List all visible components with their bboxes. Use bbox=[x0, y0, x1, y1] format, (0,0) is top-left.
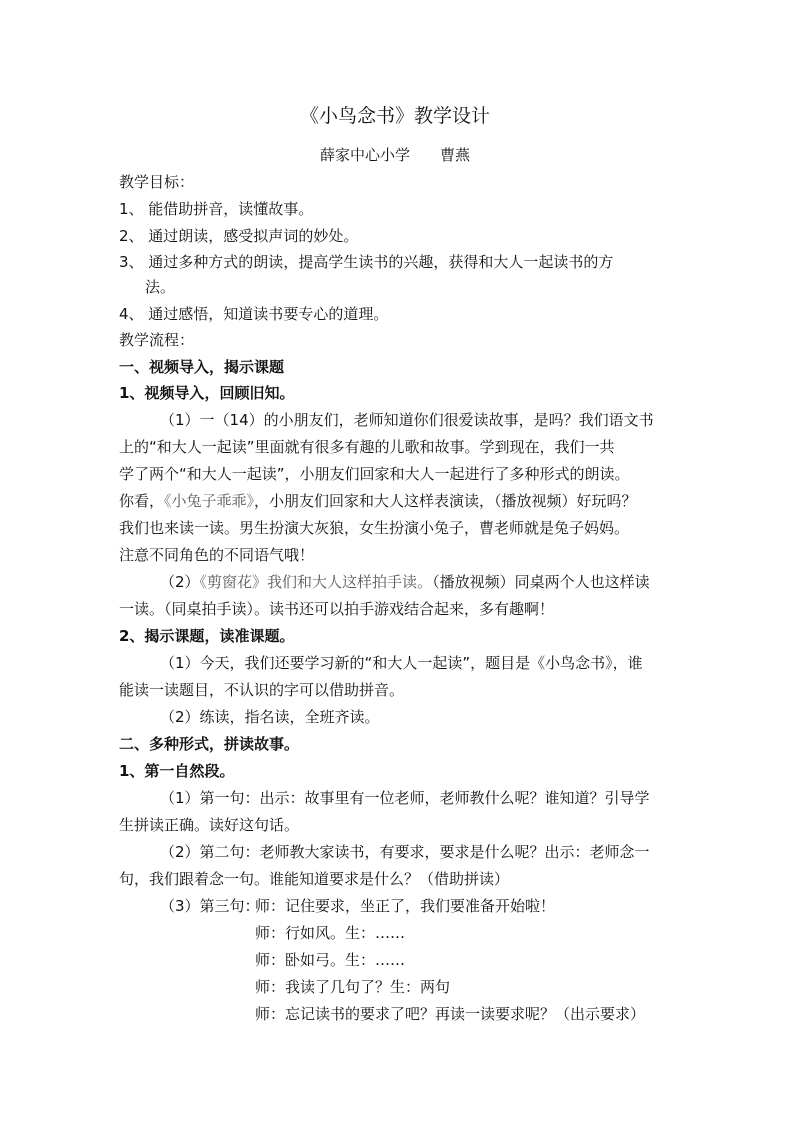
paragraph-line: 上的“和大人一起读”里面就有很多有趣的儿歌和故事。学到现在，我们一共 bbox=[119, 438, 615, 456]
paragraph-line: 注意不同角色的不同语气哦！ bbox=[119, 546, 315, 564]
dialogue-line: 师：记住要求，坐正了，我们要准备开始啦！ bbox=[255, 897, 556, 915]
paragraph-line: 句，我们跟着念一句。谁能知道要求是什么？（借助拼读） bbox=[119, 870, 510, 888]
section2-heading: 二、多种形式，拼读故事。 bbox=[119, 735, 300, 753]
section1-sub2-heading: 2、揭示课题，读准课题。 bbox=[119, 627, 295, 645]
process-heading: 教学流程： bbox=[119, 331, 195, 349]
page-title: 《小鸟念书》教学设计 bbox=[300, 105, 491, 127]
paragraph-label: （3）第三句： bbox=[160, 897, 260, 915]
section1-heading: 一、视频导入，揭示课题 bbox=[119, 358, 285, 376]
dialogue-line: 师：忘记读书的要求了吧？再读一读要求呢？（出示要求） bbox=[255, 1005, 646, 1023]
book-title-quote: 《小兔子乖乖》 bbox=[164, 492, 255, 510]
author-line: 薛家中心小学 曹燕 bbox=[320, 146, 471, 164]
paragraph-line: 我们也来读一读。男生扮演大灰狼，女生扮演小兔子，曹老师就是兔子妈妈。 bbox=[119, 519, 630, 537]
paragraph-line bbox=[160, 572, 650, 592]
paragraph-text: ，小朋友们回家和大人这样表演读，（播放视频）好玩吗？ bbox=[254, 492, 637, 510]
section2-sub1-heading: 1、第一自然段。 bbox=[119, 762, 235, 780]
goal-item-continuation: 法。 bbox=[145, 278, 176, 296]
goal-item: 3、 通过多种方式的朗读，提高学生读书的兴趣，获得和大人一起读书的方 bbox=[119, 253, 614, 271]
paragraph-line: （1）一（14）的小朋友们，老师知道你们很爱读故事，是吗？我们语文书 bbox=[160, 411, 654, 429]
dialogue-line: 师：我读了几句了？生：两句 bbox=[255, 978, 451, 996]
paragraph-line: （2）第二句：老师教大家读书，有要求，要求是什么呢？出示：老师念一 bbox=[160, 843, 650, 861]
dialogue-line: 师：卧如弓。生：…… bbox=[255, 951, 406, 969]
paragraph-line: 一读。（同桌拍手读）。读书还可以拍手游戏结合起来，多有趣啊！ bbox=[119, 600, 555, 618]
dialogue-line: 师：行如风。生：…… bbox=[255, 924, 406, 942]
goal-item: 4、 通过感悟，知道读书要专心的道理。 bbox=[119, 305, 389, 323]
paragraph-line: 学了两个“和大人一起读”，小朋友们回家和大人一起进行了多种形式的朗读。 bbox=[119, 465, 630, 483]
goals-heading: 教学目标： bbox=[119, 173, 195, 191]
book-title-quote: 《剪窗花》我们和大人这样拍手读。 bbox=[199, 573, 433, 591]
paragraph-text: 你看， bbox=[119, 492, 165, 510]
paragraph-line: （1）第一句：出示：故事里有一位老师，老师教什么呢？谁知道？引导学 bbox=[160, 789, 650, 807]
paragraph-line: 能读一读题目，不认识的字可以借助拼音。 bbox=[119, 681, 405, 699]
paragraph-text: （2） bbox=[160, 573, 200, 591]
paragraph-line: 生拼读正确。读好这句话。 bbox=[119, 816, 300, 834]
paragraph-text: （播放视频）同桌两个人也这样读 bbox=[432, 573, 650, 591]
paragraph-line: （2）练读，指名读，全班齐读。 bbox=[160, 708, 380, 726]
goal-item: 2、 通过朗读，感受拟声词的妙处。 bbox=[119, 227, 359, 245]
section1-sub1-heading: 1、视频导入，回顾旧知。 bbox=[119, 384, 295, 402]
paragraph-line: （1）今天，我们还要学习新的“和大人一起读”，题目是《小鸟念书》，谁 bbox=[160, 654, 643, 672]
goal-item: 1、 能借助拼音，读懂故事。 bbox=[119, 200, 314, 218]
paragraph-line bbox=[119, 491, 637, 511]
